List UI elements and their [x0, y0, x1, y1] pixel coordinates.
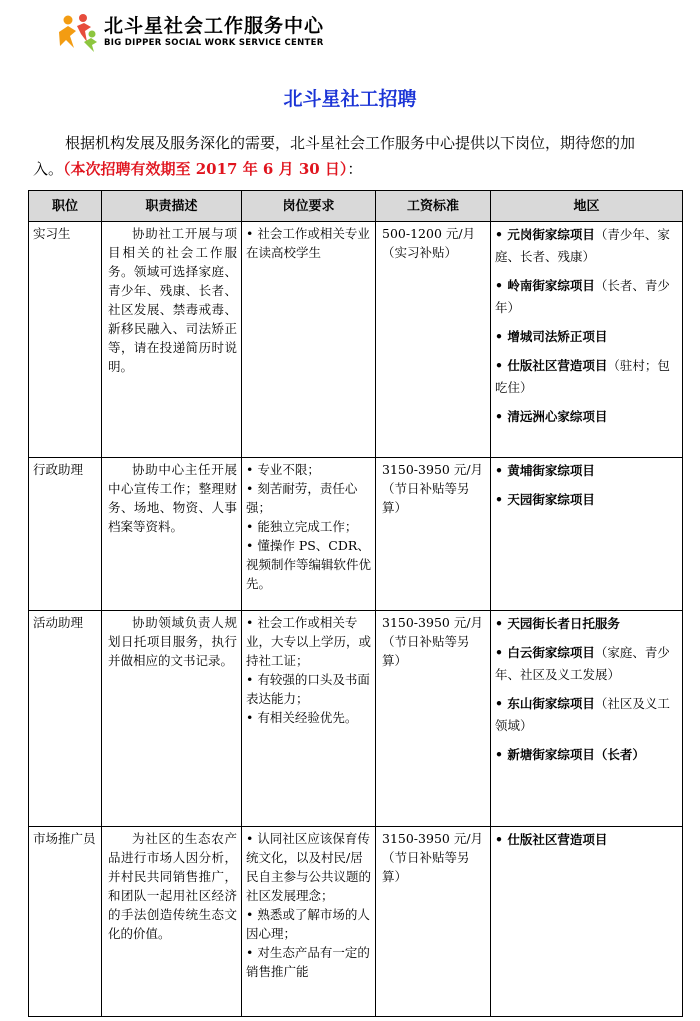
org-name-en: BIG DIPPER SOCIAL WORK SERVICE CENTER	[104, 38, 324, 48]
requirement-item: • 专业不限；	[246, 462, 320, 477]
requirement-item: • 社会工作或相关专业在读高校学生	[246, 226, 370, 260]
jobs-table	[28, 190, 683, 1017]
header-duty: 职责描述	[102, 191, 242, 222]
area-name: • 天园街家综项目	[495, 492, 595, 507]
area-item	[495, 275, 678, 319]
salary-cell: 3150-3950 元/月（节日补贴等另算）	[376, 827, 491, 1017]
requirement-item: • 对生态产品有一定的销售推广能	[246, 945, 370, 979]
validity-notice: （本次招聘有效期至 2017 年 6 月 30 日）	[63, 160, 348, 178]
requirements-cell	[242, 222, 376, 458]
table-header-row	[29, 191, 683, 222]
requirements-cell	[242, 611, 376, 827]
position-cell: 实习生	[29, 222, 102, 458]
requirement-item: • 有相关经验优先。	[246, 710, 358, 725]
table-row	[29, 611, 683, 827]
area-cell	[491, 222, 683, 458]
area-item	[495, 460, 678, 482]
area-desc: （社区及义工领域）	[495, 696, 670, 733]
requirement-item: • 有较强的口头及书面表达能力；	[246, 672, 370, 706]
area-item	[495, 489, 678, 511]
area-name: • 元岗街家综项目	[495, 227, 595, 242]
area-item	[495, 744, 678, 766]
requirements-cell	[242, 458, 376, 611]
salary-cell: 3150-3950 元/月（节日补贴等另算）	[376, 611, 491, 827]
intro-paragraph	[33, 130, 663, 182]
requirement-item: • 能独立完成工作；	[246, 519, 358, 534]
area-item	[495, 326, 678, 348]
area-desc: （家庭、青少年、社区及义工发展）	[495, 645, 670, 682]
area-name: • 东山街家综项目	[495, 696, 595, 711]
position-cell: 市场推广员	[29, 827, 102, 1017]
area-item	[495, 224, 678, 268]
header-position: 职位	[29, 191, 102, 222]
salary-cell: 500-1200 元/月（实习补贴）	[376, 222, 491, 458]
position-cell: 活动助理	[29, 611, 102, 827]
duty-cell: 为社区的生态农产品进行市场人因分析，并村民共同销售推广，和团队一起用社区经济的手法创造传统生态文化的价值。	[102, 827, 242, 1017]
intro-text	[33, 130, 663, 182]
requirement-item: • 熟悉或了解市场的人因心理；	[246, 907, 370, 941]
area-item	[495, 693, 678, 737]
table-row	[29, 458, 683, 611]
area-cell	[491, 827, 683, 1017]
area-name: • 黄埔街家综项目	[495, 463, 595, 478]
requirement-item: • 懂操作 PS、CDR、视频制作等编辑软件优先。	[246, 538, 372, 591]
duty-cell: 协助中心主任开展中心宣传工作；整理财务、场地、物资、人事档案等资料。	[102, 458, 242, 611]
intro-body: 根据机构发展及服务深化的需要，北斗星社会工作服务中心提供以下岗位，期待您的加入。	[33, 134, 636, 178]
area-name: • 仕版社区营造项目	[495, 358, 608, 373]
area-name: • 岭南街家综项目	[495, 278, 595, 293]
area-desc: （驻村；包吃住）	[495, 358, 670, 395]
requirement-item: • 社会工作或相关专业，大专以上学历，或持社工证；	[246, 615, 372, 668]
header-requirements: 岗位要求	[242, 191, 376, 222]
table-row	[29, 827, 683, 1017]
requirements-cell	[242, 827, 376, 1017]
area-cell	[491, 611, 683, 827]
star-figures-logo-icon	[56, 12, 98, 52]
position-cell: 行政助理	[29, 458, 102, 611]
area-item	[495, 355, 678, 399]
area-item	[495, 406, 678, 428]
area-item	[495, 829, 678, 851]
requirement-item: • 刻苦耐劳，责任心强；	[246, 481, 358, 515]
salary-cell: 3150-3950 元/月（节日补贴等另算）	[376, 458, 491, 611]
area-desc: （青少年、家庭、长者、残康）	[495, 227, 670, 264]
org-name-block	[104, 15, 324, 49]
area-name: • 增城司法矫正项目	[495, 329, 608, 344]
area-name: • 清远洲心家综项目	[495, 409, 608, 424]
org-header	[56, 10, 324, 54]
area-name: • 白云街家综项目	[495, 645, 595, 660]
page-title: 北斗星社工招聘	[283, 88, 417, 110]
area-name: • 新塘街家综项目（长者）	[495, 747, 645, 762]
area-desc: （长者、青少年）	[495, 278, 670, 315]
duty-cell: 协助领域负责人规划日托项目服务，执行并做相应的文书记录。	[102, 611, 242, 827]
area-name: • 仕版社区营造项目	[495, 832, 608, 847]
table-row	[29, 222, 683, 458]
duty-cell: 协助社工开展与项目相关的社会工作服务。领域可选择家庭、青少年、残康、长者、社区发展、禁毒戒毒、新移民融入、司法矫正等，请在投递简历时说明。	[102, 222, 242, 458]
org-name-cn: 北斗星社会工作服务中心	[104, 15, 325, 37]
header-salary: 工资标准	[376, 191, 491, 222]
area-cell	[491, 458, 683, 611]
area-item	[495, 613, 678, 635]
area-name: • 天园街长者日托服务	[495, 616, 620, 631]
intro-tail: ：	[347, 160, 363, 178]
header-area: 地区	[491, 191, 683, 222]
area-item	[495, 642, 678, 686]
requirement-item: • 认同社区应该保育传统文化，以及村民/居民自主参与公共议题的社区发展理念；	[246, 831, 372, 903]
